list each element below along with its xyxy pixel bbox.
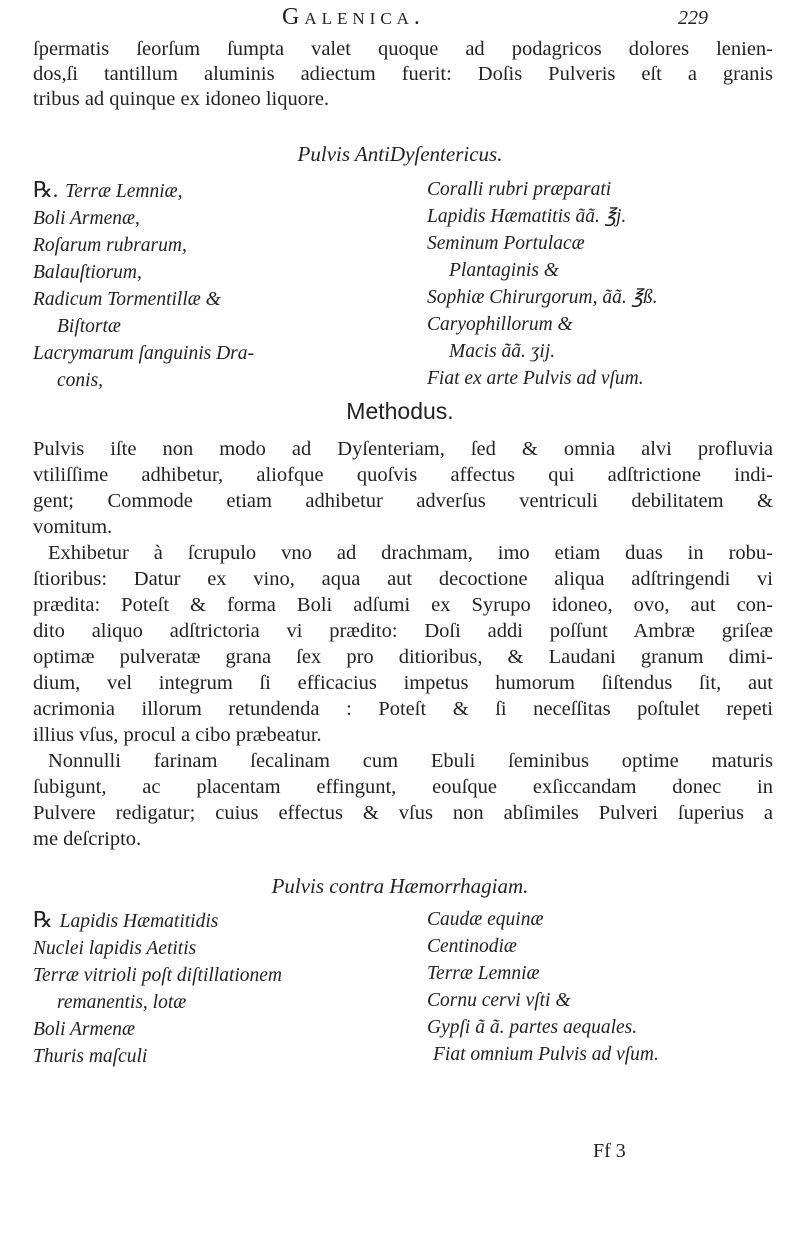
ingredient: Caudæ equinæ [427,909,544,930]
ingredient: Cornu cervi vſti & [427,990,571,1011]
ingredient: ℞ Lapidis Hæmatitidis [33,907,219,932]
ingredient: Terræ Lemniæ [427,963,540,984]
ingredient: Nuclei lapidis Aetitis [33,938,197,959]
signature-mark: Ff 3 [593,1140,626,1162]
ingredient: Lacrymarum ſanguinis Dra- [33,343,255,364]
text-line: dito aliquo adſtrictoria vi prædito: Doſi addi poſſunt Ambræ griſeæ [33,620,773,642]
page-number: 229 [678,7,708,29]
text-line: Pulvere redigatur; cuius effectus & vſus non abſimiles Pulveri ſuperius a [33,802,773,824]
text-line: ſubigunt, ac placentam effingunt, eouſque exſiccandam donec in [33,776,773,798]
text-line: ſtioribus: Datur ex vino, aqua aut decoctione aliqua adſtringendi vi [33,568,773,590]
ingredient: conis, [57,370,104,391]
recipe-instruction: Fiat ex arte Pulvis ad vſum. [427,368,644,389]
text-line: prædita: Poteſt & forma Boli adſumi ex Syrupo idoneo, ovo, aut con- [33,594,773,616]
recipe-instruction: Fiat omnium Pulvis ad vſum. [433,1044,659,1065]
ingredient: Boli Armenæ, [33,208,140,229]
text-line: gent; Commode etiam adhibetur adverſus ventriculi debilitatem & [33,490,773,512]
ingredient: Macis ãã. ʒij. [449,341,556,362]
ingredient: Thuris maſculi [33,1046,148,1067]
running-title: Galenica. [282,4,425,30]
ingredient: Caryophillorum & [427,314,573,335]
ingredient: Plantaginis & [449,260,559,281]
text-line: tribus ad quinque ex idoneo liquore. [33,88,330,110]
ingredient: Centinodiæ [427,936,517,957]
recipe-ingredients-right [427,906,767,1068]
recipe-symbol: ℞. [33,177,59,202]
ingredient: Radicum Tormentillæ & [33,289,221,310]
text-line: illius vſus, procul a cibo præbeatur. [33,724,322,746]
ingredient: Balauſtiorum, [33,262,142,283]
text-line: Pulvis iſte non modo ad Dyſenteriam, ſed & omnia alvi profluvia [33,438,773,460]
text-line: dium, vel integrum ſi efficacius impetus humorum ſiſtendus ſit, aut [33,672,773,694]
text-line: Nonnulli farinam ſecalinam cum Ebuli ſeminibus optime maturis [48,750,773,772]
ingredient: Seminum Portulacæ [427,233,585,254]
text-line: dos,ſi tantillum aluminis adiectum fuerit: Doſis Pulveris eſt a granis [33,63,773,85]
recipe-symbol: ℞ [33,907,53,932]
section-title: Methodus. [346,398,454,424]
ingredient: Lapidis Hæmatitis ãã. ℥j. [427,206,627,227]
recipe-title: Pulvis AntiDyſentericus. [297,142,503,166]
ingredient: Sophiæ Chirurgorum, ãã. ℥ß. [427,287,658,308]
recipe-ingredients-left [33,176,363,394]
ingredient: Biſtortæ [57,316,121,337]
ingredient: Terræ vitrioli poſt diſtillationem [33,965,283,986]
ingredient: ℞. Terræ Lemniæ, [33,177,183,202]
ingredient: Boli Armenæ [33,1019,136,1040]
text-line: ſpermatis ſeorſum ſumpta valet quoque ad podagricos dolores lenien- [33,38,773,60]
text-line: vtiliſſime adhibetur, aliofque quoſvis affectus qui adſtrictione indi- [33,464,773,486]
running-head [0,4,800,32]
text-line: Exhibetur à ſcrupulo vno ad drachmam, imo etiam duas in robu- [48,542,773,564]
text-line: acrimonia illorum retundenda : Poteſt & ſi neceſſitas poſtulet repeti [33,698,773,720]
text-line: vomitum. [33,516,113,538]
text-line: optimæ pulveratæ grana ſex pro ditioribus, & Laudani granum dimi- [33,646,773,668]
ingredient: Gypſi ã ã. partes aequales. [427,1017,638,1038]
recipe-title: Pulvis contra Hæmorrhagiam. [271,874,529,898]
recipe-ingredients-left [33,906,363,1070]
ingredient: Roſarum rubrarum, [33,235,187,256]
text-line: me deſcripto. [33,828,142,850]
recipe-ingredients-right [427,176,767,392]
ingredient: Coralli rubri præparati [427,179,612,200]
ingredient: remanentis, lotæ [57,992,187,1013]
